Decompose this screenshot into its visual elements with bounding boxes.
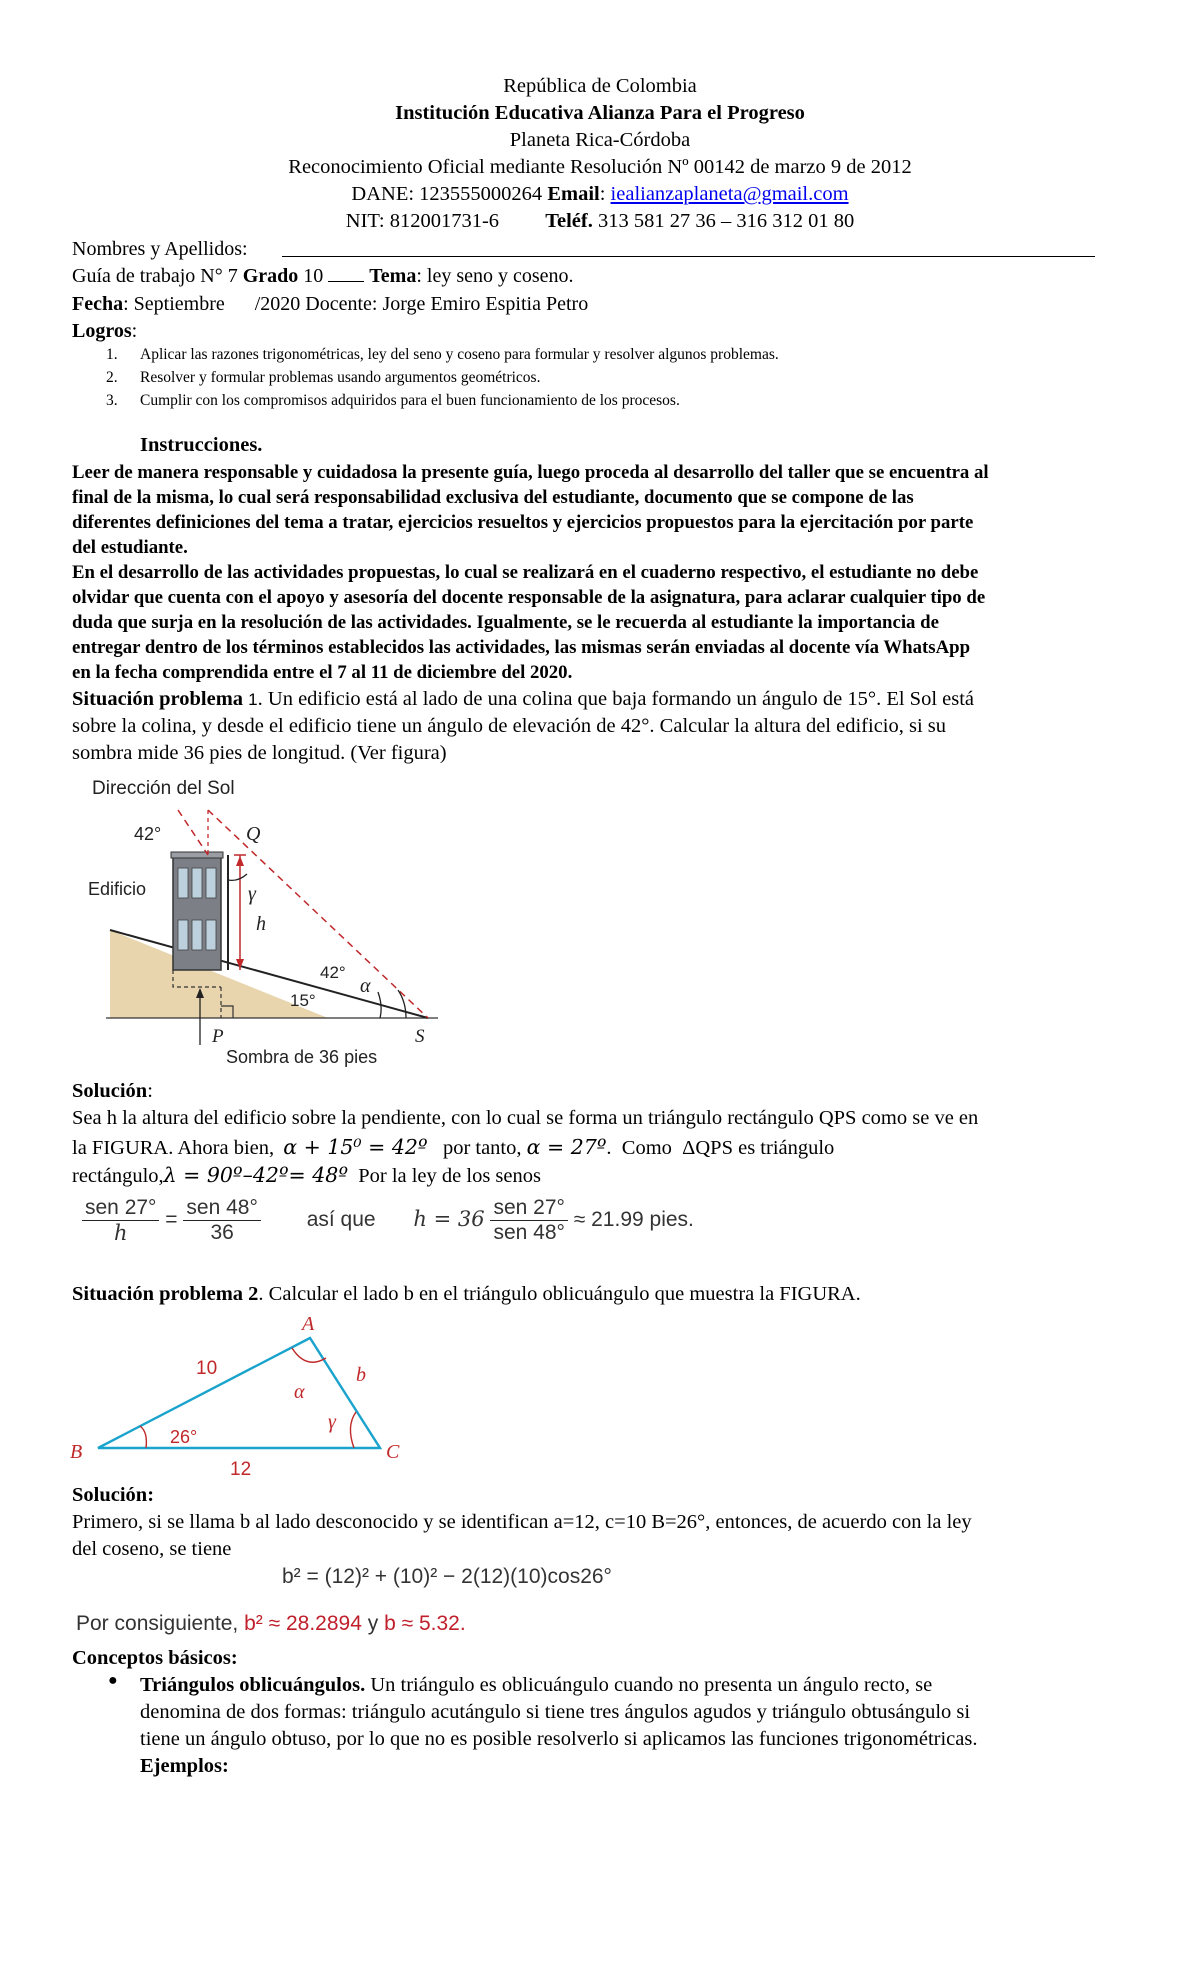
svg-text:h: h: [256, 913, 266, 935]
logro-text: Cumplir con los compromisos adquiridos para el buen funcionamiento de los procesos.: [140, 392, 680, 409]
header-nit-line: [0, 208, 1200, 235]
header-location: Planeta Rica-Córdoba: [509, 129, 691, 151]
tel: 313 581 27 36 – 316 312 01 80: [597, 210, 855, 232]
grade-value: 10: [303, 265, 324, 287]
vertex-c: C: [386, 1441, 400, 1463]
problem1-line: sombra mide 36 pies de longitud. (Ver figura): [72, 742, 447, 764]
logro-item: 3.: [106, 392, 118, 409]
logros-title: Logros:: [72, 320, 138, 342]
instructions-title: Instrucciones.: [140, 434, 263, 456]
law-of-cosines-formula: b² = (12)² + (10)² − 2(12)(10)cos26°: [282, 1565, 612, 1588]
header-dane-line: DANE: 123555000264 Email: iealianzaplaneta@gmail.com: [351, 183, 849, 205]
solution1-title: Solución:: [72, 1080, 153, 1102]
bullet-icon: ●: [108, 1672, 118, 1689]
instr-line: Leer de manera responsable y cuidadosa la presente guía, luego proceda al desarrollo del taller que se encuentra al: [72, 462, 989, 483]
svg-text:15°: 15°: [290, 991, 316, 1010]
svg-text:Q: Q: [246, 823, 261, 845]
building-figure: [88, 770, 458, 1070]
svg-text:γ: γ: [248, 883, 256, 905]
angle-b: 26°: [170, 1427, 198, 1447]
nit: NIT: 812001731-6: [345, 210, 500, 232]
instr-line: en la fecha comprendida entre el 7 al 11 de diciembre del 2020.: [72, 662, 573, 683]
header-country: República de Colombia: [503, 75, 697, 97]
logro-text: Resolver y formular problemas usando argumentos geométricos.: [140, 369, 541, 386]
solution2-line: del coseno, se tiene: [72, 1538, 232, 1560]
instr-line: duda que surja en la resolución de las actividades. Igualmente, se le recuerda al estudiante la importancia de: [72, 612, 939, 633]
svg-text:α: α: [360, 975, 371, 997]
concept-line: tiene un ángulo obtuso, por lo que no es posible resolverlo si aplicamos las funciones trigonométricas.: [140, 1728, 978, 1750]
side-ab: 10: [196, 1358, 218, 1379]
instr-line: En el desarrollo de las actividades propuestas, lo cual se realizará en el cuaderno respectivo, el estudiante no debe: [72, 562, 979, 583]
solution1-line: la FIGURA. Ahora bien, α + 15⁰ = 42º por tanto, α = 27º. Como ΔQPS es triángulo: [72, 1135, 835, 1159]
building-label: Edificio: [88, 879, 147, 899]
examples-label: Ejemplos:: [140, 1755, 229, 1777]
names-underline: [282, 256, 1095, 257]
solution1-line: rectángulo,λ = 90º–42º= 48º Por la ley de los senos: [72, 1163, 541, 1187]
side-bc: 12: [230, 1459, 252, 1480]
svg-text:α: α: [294, 1381, 305, 1403]
concept-line: denomina de dos formas: triángulo acutángulo si tiene tres ángulos agudos y triángulo obtusángulo si: [140, 1701, 971, 1723]
logro-text: Aplicar las razones trigonométricas, ley del seno y coseno para formular y resolver algunos problemas.: [140, 346, 779, 363]
problem2-line: Situación problema 2. Calcular el lado b en el triángulo oblicuángulo que muestra la FIGURA.: [72, 1283, 861, 1305]
solution1-line: Sea h la altura del edificio sobre la pendiente, con lo cual se forma un triángulo rectángulo QPS como se ve en: [72, 1107, 979, 1129]
dane: DANE: 123555000264: [351, 183, 543, 205]
solution2-title: Solución:: [72, 1484, 155, 1506]
problem1-line: Situación problema 1. Un edificio está al lado de una colina que baja formando un ángulo de 15°. El Sol está: [72, 688, 975, 710]
triangle: [98, 1338, 380, 1448]
instr-line: del estudiante.: [72, 537, 188, 558]
guide-line: Guía de trabajo N° 7 Grado 10 Tema: ley seno y coseno.: [72, 265, 574, 287]
triangle-figure: [70, 1308, 410, 1480]
concepts-title: Conceptos básicos:: [72, 1647, 238, 1669]
instr-line: final de la misma, lo cual será responsabilidad exclusiva del estudiante, documento que se compone de las: [72, 487, 914, 508]
sun-direction-label: Dirección del Sol: [92, 778, 235, 799]
email-label: Email: [547, 183, 600, 205]
svg-text:γ: γ: [328, 1411, 336, 1433]
concept-line: Triángulos oblicuángulos. Un triángulo es oblicuángulo cuando no presenta un ángulo recto, se: [140, 1674, 933, 1696]
vertex-a: A: [302, 1313, 315, 1335]
problem1-line: sobre la colina, y desde el edificio tiene un ángulo de elevación de 42°. Calcular la altura del edificio, si su: [72, 715, 947, 737]
instr-line: olvidar que cuenta con el apoyo y asesoría del docente responsable de la asignatura, para aclarar cualquier tipo de: [72, 587, 986, 608]
instr-line: entregar dentro de los términos establecidos las actividades, las mismas serán enviadas al docente vía WhatsApp: [72, 637, 971, 658]
building: [171, 852, 223, 970]
email-link[interactable]: iealianzaplaneta@gmail.com: [610, 183, 849, 205]
logro-item: 2.: [106, 369, 118, 386]
svg-text:P: P: [212, 1026, 224, 1047]
instr-line: diferentes definiciones del tema a tratar, ejercicios resueltos y ejercicios propuestos para la ejercitación por parte: [72, 512, 974, 533]
tel-label: Teléf.: [545, 210, 593, 232]
solution2-line: Primero, si se llama b al lado desconocido y se identifican a=12, c=10 B=26°, entonces, de acuerdo con la ley: [72, 1511, 972, 1533]
header-institution: Institución Educativa Alianza Para el Progreso: [395, 102, 805, 124]
svg-text:42°: 42°: [320, 963, 346, 982]
names-label: Nombres y Apellidos:: [72, 238, 248, 260]
date-line: Fecha: Septiembre /2020 Docente: Jorge Emiro Espitia Petro: [72, 293, 589, 315]
cosine-result: Por consiguiente, b² ≈ 28.2894 y b ≈ 5.32.: [76, 1612, 466, 1635]
side-b: b: [356, 1364, 366, 1386]
header-resolution: Reconocimiento Oficial mediante Resolución Nº 00142 de marzo 9 de 2012: [288, 156, 912, 178]
vertex-b: B: [70, 1441, 83, 1463]
law-of-sines-equation: $\frac{\text{sen 27°}}{h}$ = $\frac{\text{sen 48°}}{36}$ así que h = 36 $\frac{\text{sen 27°}}{\text{sen 48°}}$ ≈ 21.99 pies.: [82, 1196, 694, 1245]
shadow-label: Sombra de 36 pies: [226, 1047, 378, 1067]
svg-text:S: S: [415, 1026, 425, 1047]
svg-text:42°: 42°: [134, 824, 162, 844]
logro-item: 1.: [106, 346, 118, 363]
